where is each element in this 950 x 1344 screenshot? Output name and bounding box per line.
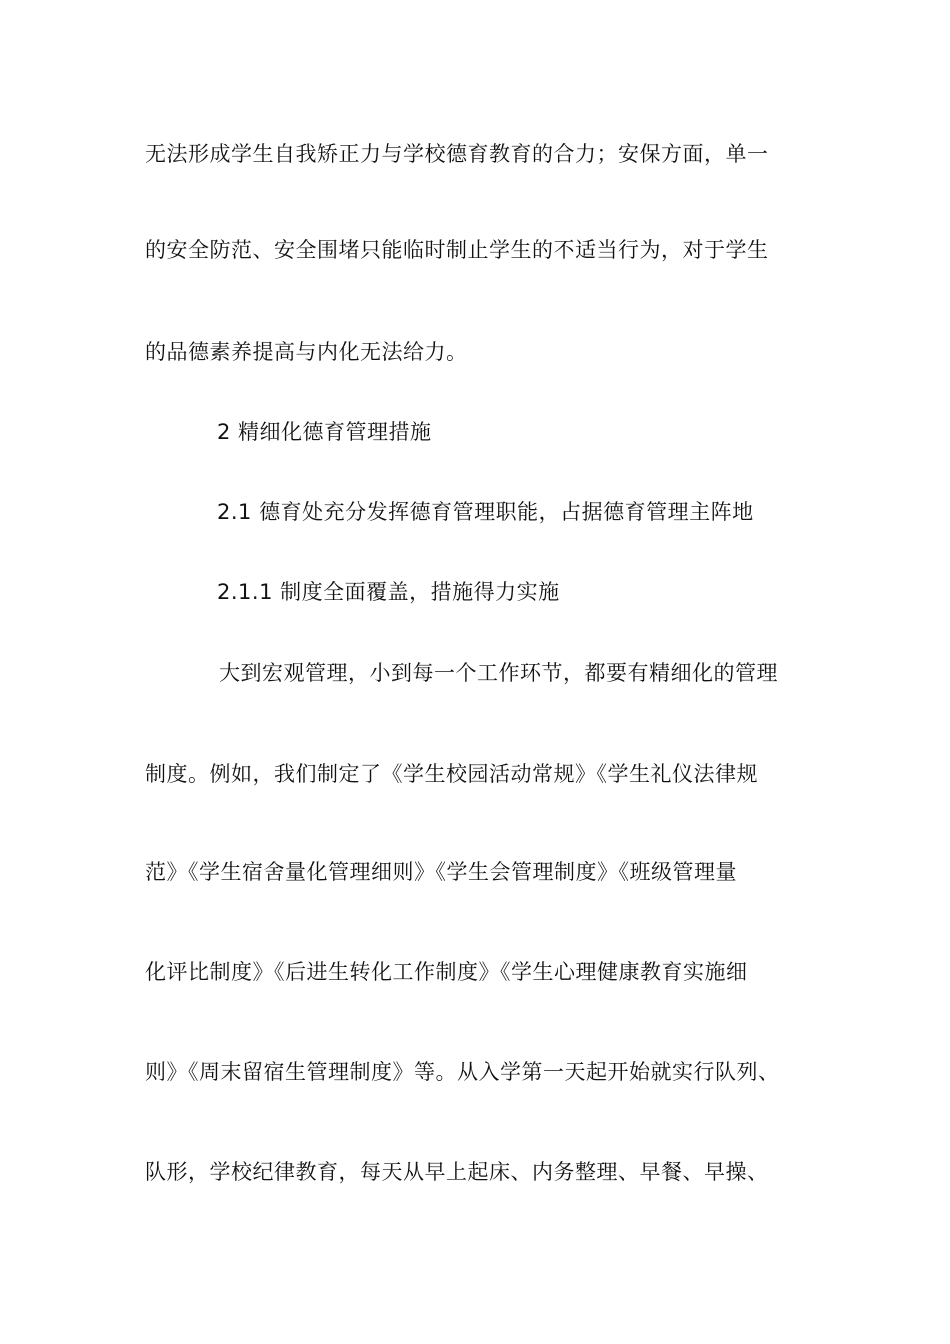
paragraph-line: 无法形成学生自我矫正力与学校德育教育的合力；安保方面，单一 [145, 142, 769, 166]
paragraph-line: 制度。例如，我们制定了《学生校园活动常规》《学生礼仪法律规 [145, 762, 758, 786]
section-heading: 2 精细化德育管理措施 [217, 420, 432, 444]
paragraph-line: 队形，学校纪律教育，每天从早上起床、内务整理、早餐、早操、 [145, 1160, 769, 1184]
paragraph-line: 则》《周末留宿生管理制度》等。从入学第一天起开始就实行队列、 [145, 1060, 780, 1084]
subsection-heading: 2.1 德育处充分发挥德育管理职能，占据德育管理主阵地 [217, 500, 754, 524]
paragraph-line: 化评比制度》《后进生转化工作制度》《学生心理健康教育实施细 [145, 960, 748, 984]
paragraph-line: 范》《学生宿舍量化管理细则》《学生会管理制度》《班级管理量 [145, 860, 737, 884]
subsubsection-heading: 2.1.1 制度全面覆盖，措施得力实施 [217, 580, 560, 604]
paragraph-line: 大到宏观管理，小到每一个工作环节，都要有精细化的管理 [219, 661, 778, 685]
paragraph-line: 的安全防范、安全围堵只能临时制止学生的不适当行为，对于学生 [145, 238, 769, 262]
paragraph-line: 的品德素养提高与内化无法给力。 [145, 340, 468, 364]
